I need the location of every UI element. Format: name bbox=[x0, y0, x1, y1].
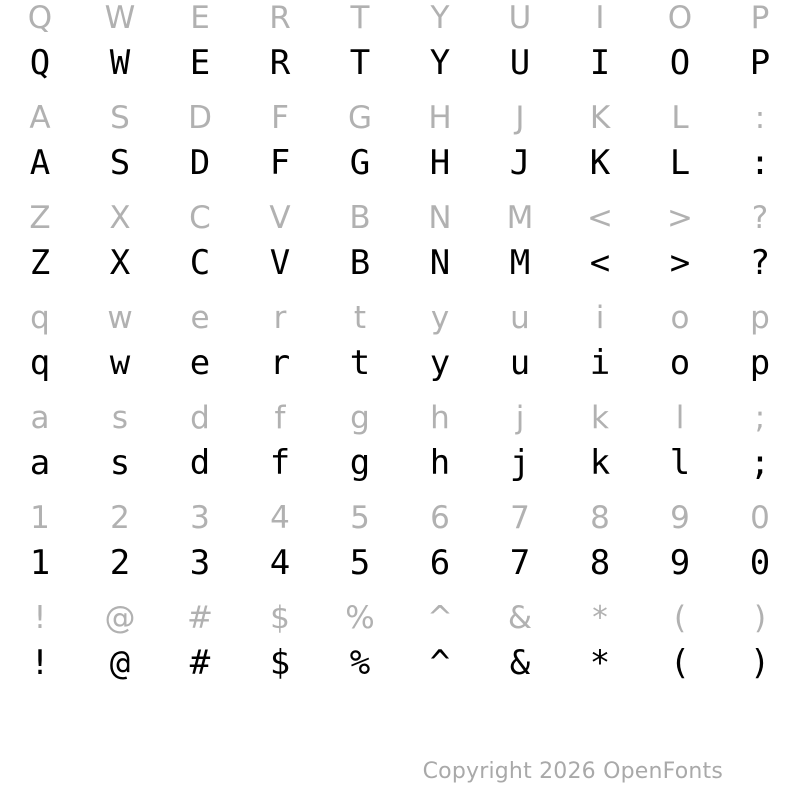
glyph-cell: $ bbox=[270, 599, 290, 636]
glyph-cell: ) bbox=[749, 643, 771, 683]
glyph-cell: 1 bbox=[29, 543, 51, 583]
glyph-cell: ( bbox=[669, 643, 691, 683]
glyph-cell: 9 bbox=[670, 499, 690, 536]
light-gray-sample-row bbox=[0, 500, 800, 536]
glyph-cell: 7 bbox=[509, 543, 531, 583]
glyph-cell: * bbox=[589, 643, 611, 683]
glyph-cell: & bbox=[507, 599, 533, 636]
glyph-cell: f bbox=[269, 443, 291, 483]
light-gray-sample-row bbox=[0, 300, 800, 336]
glyph-cell: k bbox=[589, 443, 611, 483]
glyph-cell: i bbox=[589, 343, 611, 383]
glyph-cell: g bbox=[350, 399, 370, 436]
glyph-cell: 0 bbox=[749, 543, 771, 583]
glyph-cell: p bbox=[750, 299, 770, 336]
glyph-cell: > bbox=[667, 199, 693, 236]
glyph-cell: r bbox=[273, 299, 287, 336]
glyph-cell: & bbox=[509, 643, 531, 683]
character-row-pair bbox=[0, 600, 800, 700]
glyph-cell: D bbox=[188, 99, 212, 136]
glyph-cell: # bbox=[187, 599, 213, 636]
glyph-cell: * bbox=[592, 599, 608, 636]
glyph-cell: % bbox=[345, 599, 375, 636]
black-mono-sample-row bbox=[0, 436, 800, 490]
glyph-cell: y bbox=[429, 343, 451, 383]
glyph-cell: 4 bbox=[269, 543, 291, 583]
glyph-cell: D bbox=[189, 143, 211, 183]
glyph-cell: k bbox=[591, 399, 609, 436]
glyph-cell: ; bbox=[754, 399, 766, 436]
glyph-cell: N bbox=[429, 243, 451, 283]
glyph-cell: ! bbox=[29, 643, 51, 683]
glyph-cell: ? bbox=[751, 199, 769, 236]
glyph-cell: l bbox=[669, 443, 691, 483]
glyph-cell: V bbox=[269, 243, 291, 283]
character-row-pair bbox=[0, 200, 800, 300]
black-mono-sample-row bbox=[0, 536, 800, 590]
glyph-cell: E bbox=[190, 0, 210, 36]
black-mono-sample-row bbox=[0, 36, 800, 90]
black-mono-sample-row bbox=[0, 236, 800, 290]
glyph-cell: q bbox=[30, 299, 50, 336]
glyph-cell: ! bbox=[33, 599, 47, 636]
glyph-cell: 4 bbox=[270, 499, 290, 536]
glyph-cell: ^ bbox=[427, 599, 453, 636]
glyph-cell: W bbox=[109, 43, 131, 83]
glyph-cell: @ bbox=[109, 643, 131, 683]
light-gray-sample-row bbox=[0, 0, 800, 36]
glyph-cell: Q bbox=[27, 0, 53, 36]
glyph-cell: G bbox=[347, 99, 373, 136]
glyph-cell: Y bbox=[429, 43, 451, 83]
glyph-cell: ? bbox=[749, 243, 771, 283]
glyph-cell: T bbox=[349, 43, 371, 83]
glyph-cell: N bbox=[428, 199, 452, 236]
glyph-cell: j bbox=[509, 443, 531, 483]
glyph-cell: X bbox=[109, 243, 131, 283]
glyph-cell: K bbox=[589, 143, 611, 183]
glyph-cell: R bbox=[269, 0, 291, 36]
glyph-cell: d bbox=[190, 399, 210, 436]
black-mono-sample-row bbox=[0, 136, 800, 190]
glyph-cell: ) bbox=[753, 599, 767, 636]
glyph-cell: # bbox=[189, 643, 211, 683]
glyph-cell: B bbox=[349, 243, 371, 283]
glyph-cell: T bbox=[350, 0, 370, 36]
glyph-cell: r bbox=[269, 343, 291, 383]
glyph-cell: M bbox=[506, 199, 534, 236]
glyph-cell: O bbox=[669, 43, 691, 83]
glyph-cell: o bbox=[670, 299, 690, 336]
glyph-cell: s bbox=[109, 443, 131, 483]
glyph-cell: J bbox=[509, 143, 531, 183]
glyph-cell: f bbox=[274, 399, 286, 436]
glyph-cell: P bbox=[749, 43, 771, 83]
glyph-cell: W bbox=[104, 0, 136, 36]
glyph-cell: A bbox=[29, 143, 51, 183]
glyph-cell: l bbox=[675, 399, 685, 436]
glyph-cell: 3 bbox=[190, 499, 210, 536]
glyph-cell: G bbox=[349, 143, 371, 183]
glyph-cell: $ bbox=[269, 643, 291, 683]
glyph-cell: < bbox=[587, 199, 613, 236]
glyph-cell: i bbox=[595, 299, 605, 336]
glyph-cell: S bbox=[110, 99, 130, 136]
light-gray-sample-row bbox=[0, 200, 800, 236]
glyph-cell: ^ bbox=[429, 643, 451, 683]
glyph-cell: I bbox=[589, 43, 611, 83]
glyph-cell: 5 bbox=[350, 499, 370, 536]
glyph-cell: o bbox=[669, 343, 691, 383]
glyph-cell: 0 bbox=[750, 499, 770, 536]
glyph-cell: X bbox=[109, 199, 131, 236]
glyph-cell: w bbox=[107, 299, 133, 336]
glyph-cell: V bbox=[269, 199, 291, 236]
glyph-cell: d bbox=[189, 443, 211, 483]
light-gray-sample-row bbox=[0, 600, 800, 636]
glyph-cell: q bbox=[29, 343, 51, 383]
glyph-cell: t bbox=[349, 343, 371, 383]
glyph-cell: 9 bbox=[669, 543, 691, 583]
glyph-cell: A bbox=[29, 99, 51, 136]
glyph-cell: L bbox=[669, 143, 691, 183]
black-mono-sample-row bbox=[0, 336, 800, 390]
glyph-cell: h bbox=[430, 399, 450, 436]
glyph-cell: F bbox=[269, 143, 291, 183]
character-row-pair bbox=[0, 0, 800, 100]
glyph-cell: u bbox=[509, 343, 531, 383]
glyph-cell: K bbox=[589, 99, 611, 136]
glyph-cell: s bbox=[111, 399, 129, 436]
glyph-cell: > bbox=[669, 243, 691, 283]
glyph-cell: ; bbox=[749, 443, 771, 483]
glyph-cell: e bbox=[189, 343, 211, 383]
glyph-cell: < bbox=[589, 243, 611, 283]
glyph-cell: 7 bbox=[510, 499, 530, 536]
glyph-cell: P bbox=[750, 0, 770, 36]
glyph-cell: a bbox=[29, 443, 51, 483]
glyph-cell: h bbox=[429, 443, 451, 483]
glyph-cell: 3 bbox=[189, 543, 211, 583]
light-gray-sample-row bbox=[0, 400, 800, 436]
glyph-cell: j bbox=[515, 399, 525, 436]
copyright-watermark: Copyright 2026 OpenFonts bbox=[422, 759, 723, 784]
glyph-cell: L bbox=[671, 99, 689, 136]
glyph-cell: C bbox=[189, 243, 211, 283]
glyph-cell: : bbox=[749, 143, 771, 183]
glyph-cell: H bbox=[429, 143, 451, 183]
glyph-cell: u bbox=[510, 299, 530, 336]
glyph-cell: % bbox=[349, 643, 371, 683]
glyph-cell: w bbox=[109, 343, 131, 383]
glyph-cell: Q bbox=[29, 43, 51, 83]
glyph-cell: 5 bbox=[349, 543, 371, 583]
glyph-cell: t bbox=[353, 299, 367, 336]
glyph-cell: U bbox=[508, 0, 532, 36]
glyph-cell: 1 bbox=[30, 499, 50, 536]
glyph-cell: E bbox=[189, 43, 211, 83]
character-row-pair bbox=[0, 400, 800, 500]
glyph-cell: 6 bbox=[429, 543, 451, 583]
glyph-cell: g bbox=[349, 443, 371, 483]
glyph-cell: 6 bbox=[430, 499, 450, 536]
glyph-cell: 8 bbox=[590, 499, 610, 536]
glyph-cell: p bbox=[749, 343, 771, 383]
glyph-cell: F bbox=[271, 99, 289, 136]
glyph-cell: ( bbox=[673, 599, 687, 636]
character-row-pair bbox=[0, 100, 800, 200]
glyph-cell: J bbox=[515, 99, 525, 136]
glyph-cell: B bbox=[349, 199, 371, 236]
glyph-cell: Z bbox=[29, 199, 51, 236]
glyph-cell: S bbox=[109, 143, 131, 183]
glyph-cell: U bbox=[509, 43, 531, 83]
glyph-cell: e bbox=[190, 299, 210, 336]
glyph-cell: R bbox=[269, 43, 291, 83]
character-row-pair bbox=[0, 300, 800, 400]
glyph-cell: : bbox=[754, 99, 766, 136]
glyph-cell: Y bbox=[430, 0, 450, 36]
glyph-cell: y bbox=[430, 299, 450, 336]
glyph-cell: Z bbox=[29, 243, 51, 283]
glyph-cell: M bbox=[509, 243, 531, 283]
light-gray-sample-row bbox=[0, 100, 800, 136]
glyph-cell: @ bbox=[104, 599, 136, 636]
glyph-cell: 2 bbox=[109, 543, 131, 583]
glyph-cell: a bbox=[30, 399, 50, 436]
glyph-cell: I bbox=[595, 0, 605, 36]
glyph-cell: 2 bbox=[110, 499, 130, 536]
character-row-pair bbox=[0, 500, 800, 600]
glyph-cell: H bbox=[428, 99, 452, 136]
glyph-cell: C bbox=[189, 199, 211, 236]
glyph-cell: O bbox=[667, 0, 693, 36]
glyph-cell: 8 bbox=[589, 543, 611, 583]
black-mono-sample-row bbox=[0, 636, 800, 690]
